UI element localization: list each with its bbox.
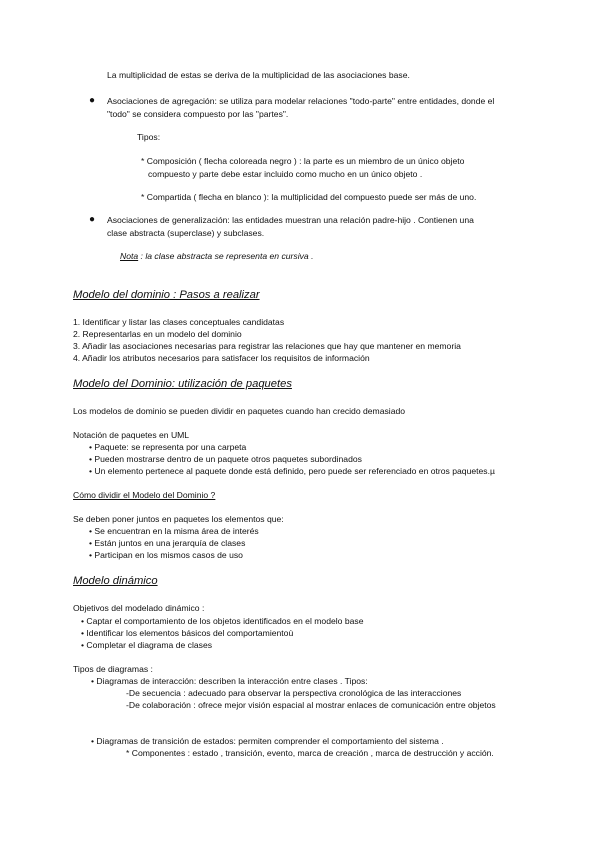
pasos-item: 1. Identificar y listar las clases conceptuales candidatas [73, 317, 285, 327]
juntos-intro: Se deben poner juntos en paquetes los elementos que: [73, 514, 284, 524]
compartida-line: * Compartida ( flecha en blanco ): la multiplicidad del compuesto puede ser más de uno. [141, 192, 477, 202]
juntos-item: • Participan en los mismos casos de uso [89, 550, 243, 560]
aggregation-line-2: "todo" se considera compuesto por las "partes". [107, 109, 289, 119]
juntos-item: • Están juntos en una jerarquía de clases [89, 538, 246, 548]
section-heading-dinamico: Modelo dinámico [73, 575, 158, 587]
tipos-diagramas-label: Tipos de diagramas : [73, 664, 153, 674]
interaccion-line: • Diagramas de interacción: describen la interacción entre clases . Tipos: [91, 676, 368, 686]
nota-text: : la clase abstracta se representa en cursiva . [140, 251, 314, 261]
componentes-line: * Componentes : estado , transición, evento, marca de creación , marca de destrucción y acción. [126, 748, 494, 758]
pasos-item: 4. Añadir los atributos necesarios para satisfacer los requisitos de información [73, 353, 370, 363]
notacion-item: • Un elemento pertenece al paquete donde está definido, pero puede ser referenciado en otros paquetes.µ [89, 466, 495, 476]
colaboracion-line: -De colaboración : ofrece mejor visión espacial al mostrar enlaces de comunicación entre objetos [126, 700, 496, 710]
composicion-line-1: * Composición ( flecha coloreada negro ) : la parte es un miembro de un único objeto [141, 156, 465, 166]
notacion-item: • Paquete: se representa por una carpeta [89, 442, 247, 452]
section-heading-paquetes: Modelo del Dominio: utilización de paquetes [73, 378, 292, 390]
juntos-item: • Se encuentran en la misma área de interés [89, 526, 259, 536]
section-heading-pasos: Modelo del dominio : Pasos a realizar [73, 289, 260, 301]
nota-line [120, 252, 313, 261]
como-dividir-heading: Cómo dividir el Modelo del Dominio ? [73, 490, 216, 500]
notacion-label: Notación de paquetes en UML [73, 430, 190, 440]
tipos-label: Tipos: [137, 132, 161, 142]
objetivos-item: • Captar el comportamiento de los objetos identificados en el modelo base [81, 616, 364, 626]
objetivos-label: Objetivos del modelado dinámico : [73, 603, 205, 613]
generalization-line-2: clase abstracta (superclase) y subclases. [107, 228, 265, 238]
pasos-item: 3. Añadir las asociaciones necesarias para registrar las relaciones que hay que mantener en memoria [73, 341, 461, 351]
generalization-line-1: Asociaciones de generalización: las entidades muestran una relación padre-hijo . Contienen una [107, 215, 474, 225]
objetivos-item: • Completar el diagrama de clases [81, 640, 213, 650]
secuencia-line: -De secuencia : adecuado para observar la perspectiva cronológica de las interacciones [126, 688, 462, 698]
bullet-icon: ● [89, 95, 96, 106]
bullet-icon: ● [89, 214, 96, 225]
aggregation-line-1: Asociaciones de agregación: se utiliza para modelar relaciones "todo-parte" entre entidades, donde el [107, 96, 495, 106]
composicion-line-2: compuesto y parte debe estar incluido como mucho en un único objeto . [148, 169, 423, 179]
paquetes-intro: Los modelos de dominio se pueden dividir en paquetes cuando han crecido demasiado [73, 406, 406, 416]
intro-line: La multiplicidad de estas se deriva de la multiplicidad de las asociaciones base. [107, 70, 410, 80]
nota-label: Nota [120, 251, 139, 261]
objetivos-item: • Identificar los elementos básicos del comportamientoù [81, 628, 294, 638]
pasos-item: 2. Representarlas en un modelo del dominio [73, 329, 242, 339]
transicion-line: • Diagramas de transición de estados: permiten comprender el comportamiento del sistema . [91, 736, 444, 746]
notacion-item: • Pueden mostrarse dentro de un paquete otros paquetes subordinados [89, 454, 362, 464]
